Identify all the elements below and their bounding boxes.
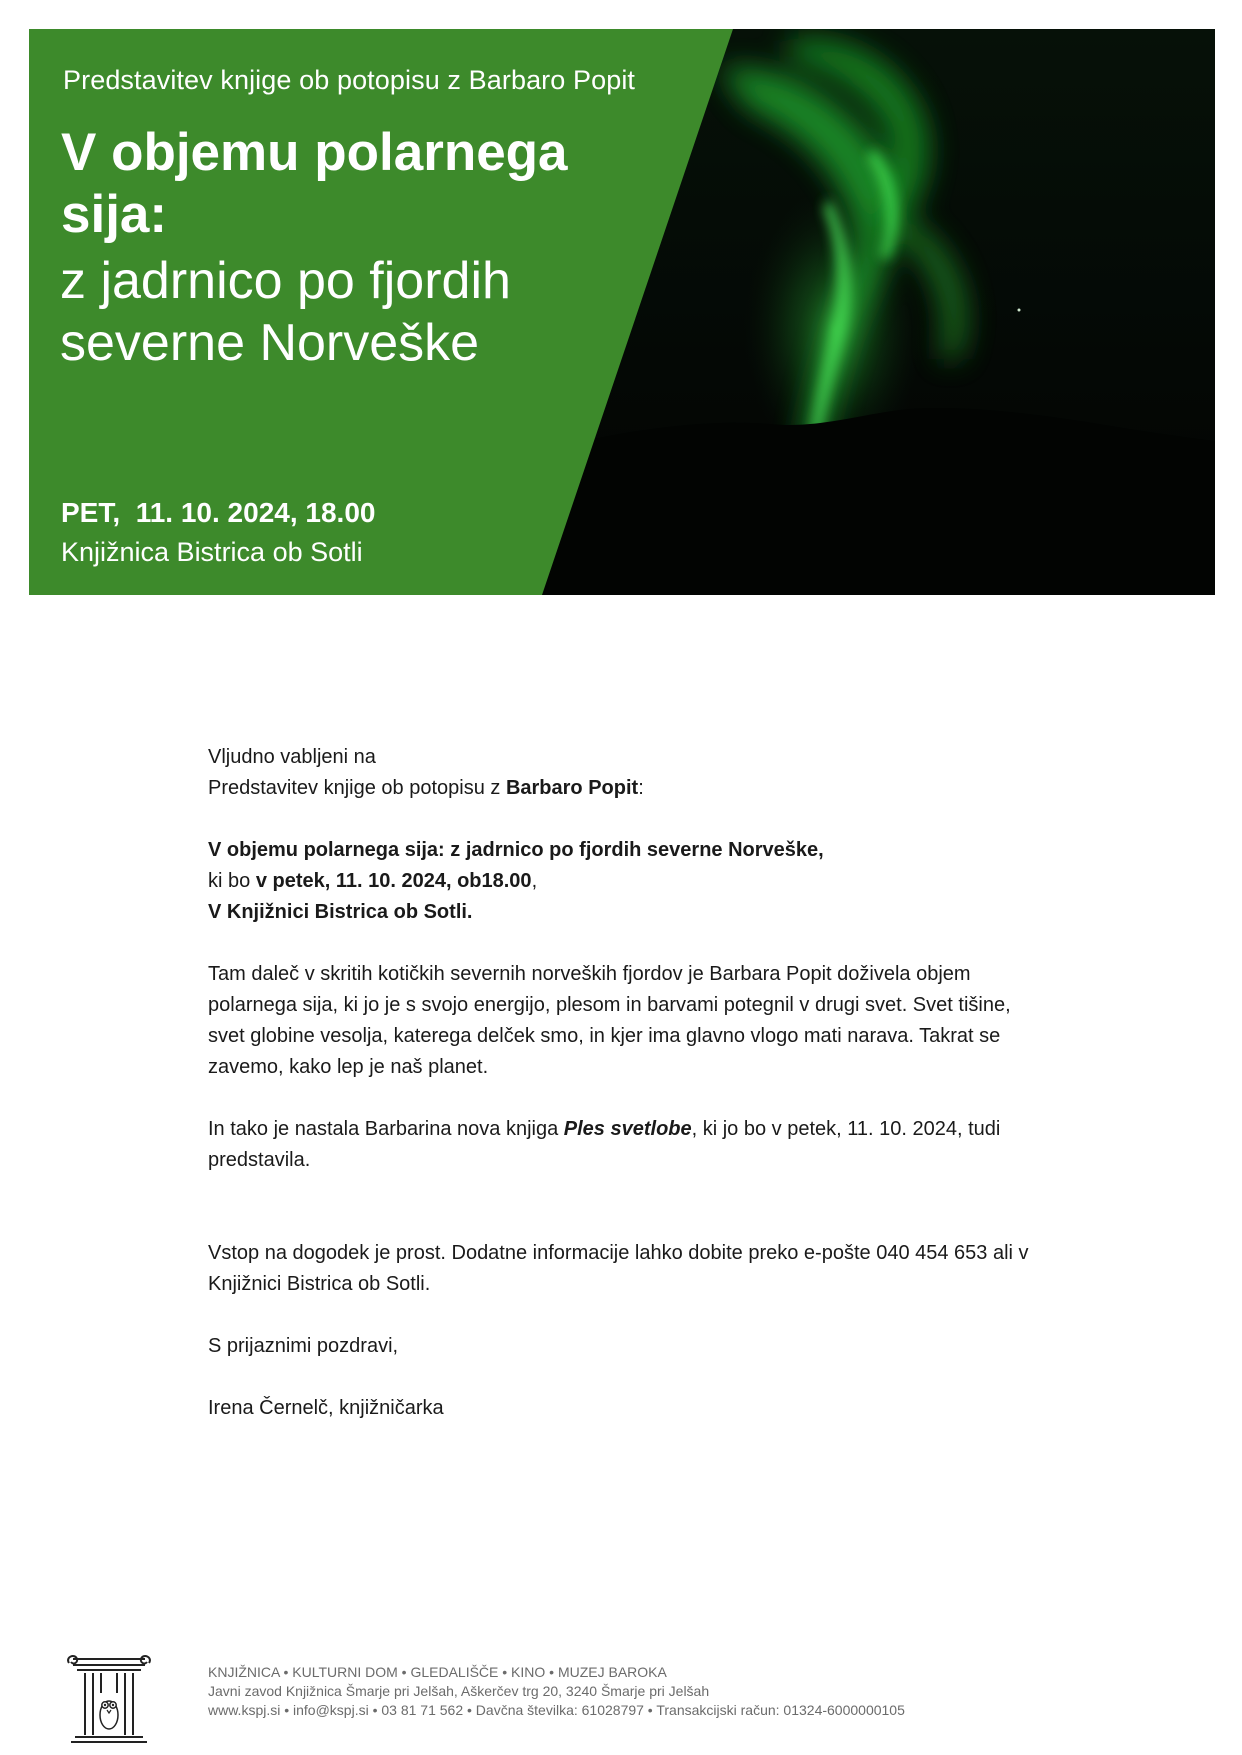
event-banner	[29, 29, 1215, 595]
event-when	[208, 866, 1108, 897]
ionic-column-owl-logo-icon	[63, 1653, 155, 1745]
author-name: Barbaro Popit	[505, 777, 639, 799]
intro-line	[208, 773, 1108, 804]
info-line: Knjižnici Bistrica ob Sotli.	[208, 1273, 431, 1295]
intro-prefix: Predstavitev knjige ob potopisu z	[208, 777, 506, 799]
when-suffix: ,	[531, 870, 538, 892]
book-title: V objemu polarnega sija: z jadrnico po fjordih severne Norveške,	[208, 839, 824, 861]
new-book-title: Ples svetlobe	[563, 1118, 692, 1140]
new-book-suffix: , ki jo bo v petek, 11. 10. 2024, tudi	[691, 1118, 1001, 1140]
footer	[208, 1663, 1108, 1720]
banner-subtitle: Predstavitev knjige ob potopisu z Barbaro Popit	[63, 65, 636, 95]
banner-date: PET, 11. 10. 2024, 18.00	[61, 497, 376, 528]
banner-venue: Knjižnica Bistrica ob Sotli	[61, 537, 363, 567]
new-book-line	[208, 1114, 1108, 1145]
footer-services: KNJIŽNICA • KULTURNI DOM • GLEDALIŠČE • KINO • MUZEJ BAROKA	[208, 1664, 667, 1680]
event-datetime: v petek, 11. 10. 2024, ob18.00	[255, 870, 532, 892]
invitation-letter	[208, 742, 1108, 1424]
closing: S prijaznimi pozdravi,	[208, 1335, 399, 1357]
intro-suffix: :	[638, 777, 644, 799]
description-line: polarnega sija, ki jo je s svojo energijo, plesom in barvami potegnil v drugi svet. Svet tišine,	[208, 994, 1011, 1016]
new-book-line-2: predstavila.	[208, 1149, 311, 1171]
greeting: Vljudno vabljeni na	[208, 746, 376, 768]
banner-title-secondary: z jadrnico po fjordih severne Norveške	[60, 252, 511, 372]
description-line: svet globine vesolja, katerega delček smo, in kjer ima glavno vlogo mati narava. Takrat se	[208, 1025, 1001, 1047]
footer-contact: www.kspj.si • info@kspj.si • 03 81 71 562 • Davčna številka: 61028797 • Transakcijski račun: 01324-6000000105	[208, 1702, 905, 1718]
event-location: V Knjižnici Bistrica ob Sotli.	[208, 901, 473, 923]
when-prefix: ki bo	[208, 870, 256, 892]
info-line: Vstop na dogodek je prost. Dodatne informacije lahko dobite preko e-pošte 040 454 653 ali v	[208, 1242, 1029, 1264]
banner-title: V objemu polarnega sija:	[61, 123, 568, 244]
description-line: Tam daleč v skritih kotičkih severnih norveških fjordov je Barbara Popit doživela objem	[208, 963, 971, 985]
new-book-prefix: In tako je nastala Barbarina nova knjiga	[208, 1118, 564, 1140]
description-line: zavemo, kako lep je naš planet.	[208, 1056, 489, 1078]
signature: Irena Černelč, knjižničarka	[208, 1397, 444, 1419]
footer-address: Javni zavod Knjižnica Šmarje pri Jelšah, Aškerčev trg 20, 3240 Šmarje pri Jelšah	[208, 1683, 710, 1699]
